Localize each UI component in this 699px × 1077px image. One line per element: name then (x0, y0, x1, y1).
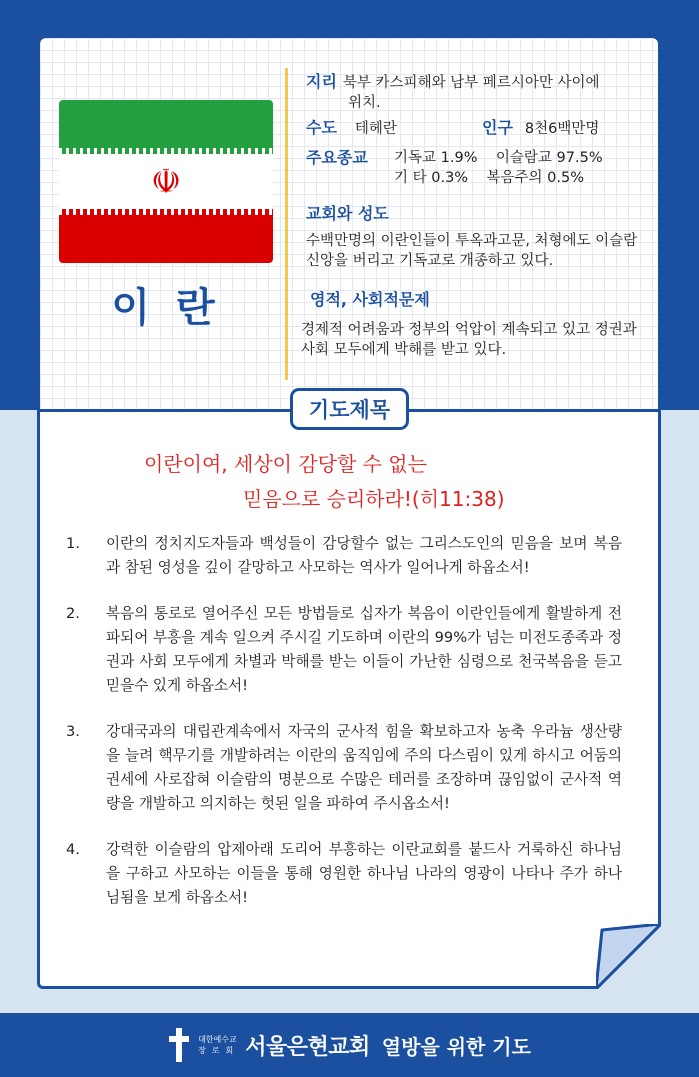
flag-kufic-band-bottom (59, 209, 273, 215)
religion-label: 주요종교 (306, 148, 368, 167)
page-curl-icon (596, 924, 661, 989)
geography-info (306, 72, 646, 113)
flag-white-stripe (59, 154, 273, 209)
country-name: 이 란 (111, 285, 221, 331)
cross-icon (168, 1028, 190, 1062)
iran-emblem-icon: ☫ (150, 161, 182, 202)
prayer-number: 2. (66, 605, 80, 622)
prayer-item (66, 602, 622, 698)
info-divider (285, 68, 288, 380)
denomination-line2: 장로회 (198, 1046, 240, 1055)
iran-flag (59, 100, 273, 263)
geography-text-line1: 북부 카스피해와 남부 페르시아만 사이에 (342, 75, 600, 91)
prayer-item (66, 532, 622, 580)
population-value: 8천6백만명 (524, 121, 600, 137)
church-heading (306, 204, 389, 225)
geography-text-line2: 위치. (348, 95, 381, 111)
flag-green-stripe (59, 100, 273, 154)
prayer-text: 강력한 이슬람의 압제아래 도리어 부흥하는 이란교회를 붙드사 거룩하신 하나님을 구하고 사모하는 이들을 통해 영원한 하나님 나라의 영광이 나타나 주가 하나님됨을 보게 하옵소서! (106, 841, 622, 906)
religion-line2: 기 타 0.3% 복음주의 0.5% (394, 170, 584, 186)
prayer-number: 3. (66, 723, 80, 740)
prayer-number: 1. (66, 535, 80, 552)
denomination-line1: 대한예수교 (198, 1035, 237, 1044)
flag-red-stripe (59, 209, 273, 263)
prayer-item (66, 838, 622, 910)
social-text: 경제적 어려움과 정부의 억압이 계속되고 있고 정권과 사회 모두에게 박해를 받고 있다. (301, 322, 637, 358)
capital-label: 수도 (306, 118, 337, 137)
capital-value: 테헤란 (354, 121, 397, 137)
population-label: 인구 (482, 118, 513, 137)
prayer-text: 강대국과의 대립관계속에서 자국의 군사적 힘을 확보하고자 농축 우라늄 생산량을 늘려 핵무기를 개발하려는 이란의 움직임에 주의 다스림이 있게 하시고 어둠의 권세에 사로잡혀 이슬람의 명분으로 수많은 테러를 조장하며 끊임없이 군사적 역량을 개발하고 의지하는 헛된 일을 파하여 주시옵소서! (106, 723, 622, 812)
geography-label: 지리 (306, 72, 337, 91)
prayer-list (66, 532, 622, 932)
church-label: 교회와 성도 (306, 204, 389, 223)
prayer-item (66, 720, 622, 816)
footer (0, 1013, 699, 1077)
social-heading (310, 290, 430, 311)
denomination-label (198, 1034, 239, 1056)
country-info-card (40, 38, 658, 410)
church-text: 수백만명의 이란인들이 투옥과고문, 처형에도 이슬람 신앙을 버리고 기독교로 개종하고 있다. (306, 233, 638, 269)
headline-line2: 믿음으로 승리하라!(히11:38) (243, 487, 505, 511)
social-label: 영적, 사회적문제 (310, 290, 430, 309)
prayer-title-tab: 기도제목 (290, 388, 409, 430)
religion-line1: 기독교 1.9% 이슬람교 97.5% (394, 150, 603, 166)
religion-info (306, 148, 656, 188)
headline-line1: 이란이여, 세상이 감당할 수 없는 (144, 452, 427, 476)
footer-slogan: 열방을 위한 기도 (381, 1034, 531, 1059)
flag-kufic-band-top (59, 148, 273, 154)
population-info (482, 118, 599, 139)
prayer-number: 4. (66, 841, 80, 858)
prayer-text: 이란의 정치지도자들과 백성들이 감당할수 없는 그리스도인의 믿음을 보며 복음과 참된 영성을 깊이 갈망하고 사모하는 역사가 일어나게 하옵소서! (106, 535, 622, 576)
prayer-text: 복음의 통로로 열어주신 모든 방법들로 십자가 복음이 이란인들에게 활발하게 전파되어 부흥을 계속 일으켜 주시길 기도하며 이란의 99%가 넘는 미전도종족과 정권과 사회 모두에게 차별과 박해를 받는 이들이 가난한 심령으로 천국복음을 듣고 믿을수 있게 하옵소서! (106, 605, 622, 694)
church-name: 서울은현교회 (245, 1034, 370, 1060)
